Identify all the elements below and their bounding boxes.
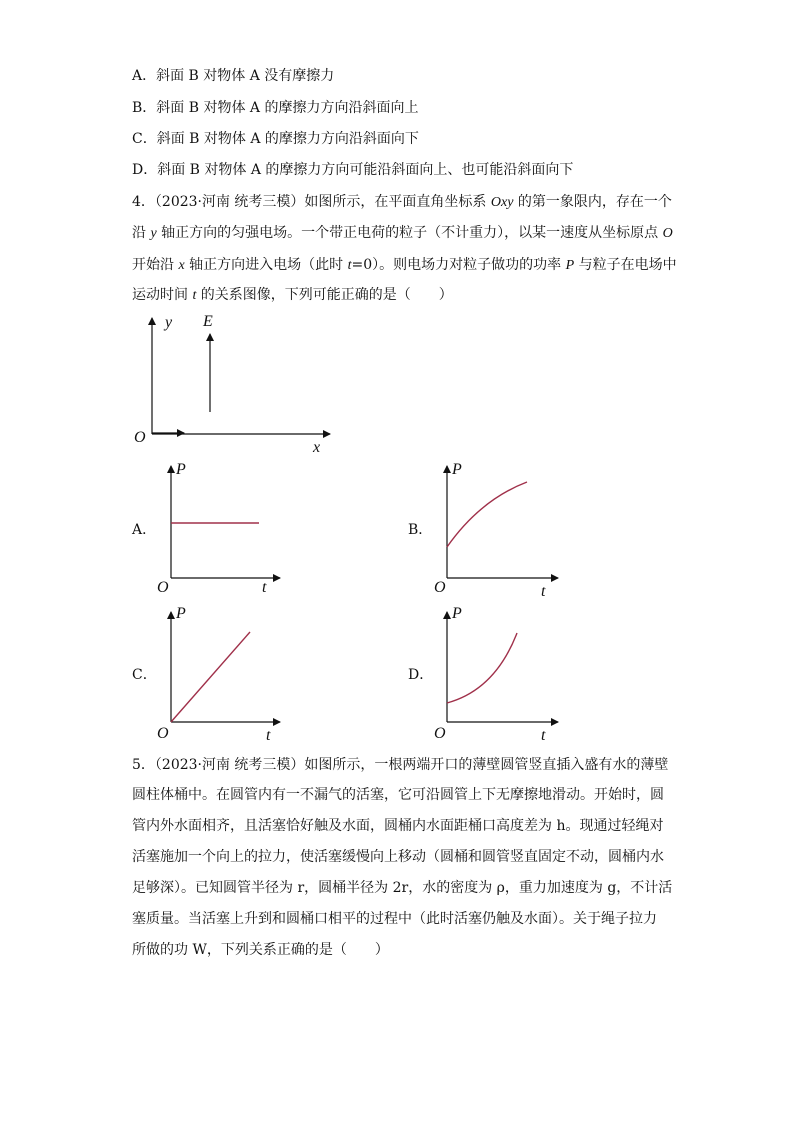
graph-a[interactable]	[131, 461, 280, 596]
q4-line-4: 运动时间 t 的关系图像，下列可能正确的是（ ）	[132, 287, 453, 303]
q5-line-4: 活塞施加一个向上的拉力，使活塞缓慢向上移动（圆桶和圆管竖直固定不动，圆桶内水	[132, 849, 664, 865]
svg-text:P: P	[452, 605, 462, 622]
q4-line-2: 沿 y 轴正方向的匀强电场。一个带正电荷的粒子（不计重力），以某一速度从坐标原点 O	[132, 225, 673, 241]
e-label: E	[203, 313, 213, 330]
svg-text:P: P	[176, 605, 186, 622]
graph-b-curve	[447, 482, 527, 547]
q5-line-7: 所做的功 W，下列关系正确的是（ ）	[132, 942, 389, 958]
option-c: C．斜面 B 对物体 A 的摩擦力方向沿斜面向下	[132, 131, 419, 147]
svg-text:O: O	[157, 579, 169, 596]
svg-text:O: O	[157, 725, 169, 742]
graph-d-curve	[447, 633, 517, 703]
graph-c-curve	[171, 632, 250, 722]
graph-b-option: B．	[408, 522, 433, 538]
graph-d-option: D．	[408, 667, 434, 683]
graph-d[interactable]	[408, 605, 558, 744]
svg-text:t: t	[541, 727, 546, 744]
svg-text:P: P	[176, 461, 186, 478]
svg-text:P: P	[452, 461, 462, 478]
svg-text:O: O	[434, 725, 446, 742]
origin-label: O	[134, 429, 146, 446]
graph-b[interactable]	[408, 461, 558, 600]
graph-c[interactable]	[132, 605, 280, 744]
graph-c-option: C．	[132, 667, 157, 683]
q4-line-3: 开始沿 x 轴正方向进入电场（此时 t=0）。则电场力对粒子做功的功率 P 与粒子在电场中	[132, 257, 677, 273]
q5-line-1: 5．（2023·河南 统考三模）如图所示，一根两端开口的薄壁圆管竖直插入盛有水的薄壁	[132, 757, 669, 773]
svg-text:O: O	[434, 579, 446, 596]
q5-line-6: 塞质量。当活塞上升到和圆桶口相平的过程中（此时活塞仍触及水面）。关于绳子拉力	[132, 911, 657, 927]
q5-line-2: 圆柱体桶中。在圆管内有一不漏气的活塞，它可沿圆管上下无摩擦地滑动。开始时，圆	[132, 787, 664, 803]
option-b: B．斜面 B 对物体 A 的摩擦力方向沿斜面向上	[132, 100, 419, 116]
option-a: A．斜面 B 对物体 A 没有摩擦力	[132, 68, 335, 84]
svg-text:t: t	[262, 579, 267, 596]
y-label: y	[165, 314, 173, 331]
q5-line-3: 管内外水面相齐，且活塞恰好触及水面，圆桶内水面距桶口高度差为 h。现通过轻绳对	[132, 818, 664, 834]
option-d: D．斜面 B 对物体 A 的摩擦力方向可能沿斜面向上、也可能沿斜面向下	[132, 162, 574, 178]
field-diagram	[134, 313, 330, 456]
graph-a-option: A．	[132, 522, 157, 538]
q4-line-1: 4．（2023·河南 统考三模）如图所示，在平面直角坐标系 Oxy 的第一象限内，存在一个	[132, 194, 672, 210]
svg-text:t: t	[266, 727, 271, 744]
x-label: x	[313, 439, 321, 456]
q5-line-5: 足够深）。已知圆管半径为 r，圆桶半径为 2r，水的密度为 ρ，重力加速度为 g，不计活	[132, 880, 673, 896]
svg-text:t: t	[541, 583, 546, 600]
